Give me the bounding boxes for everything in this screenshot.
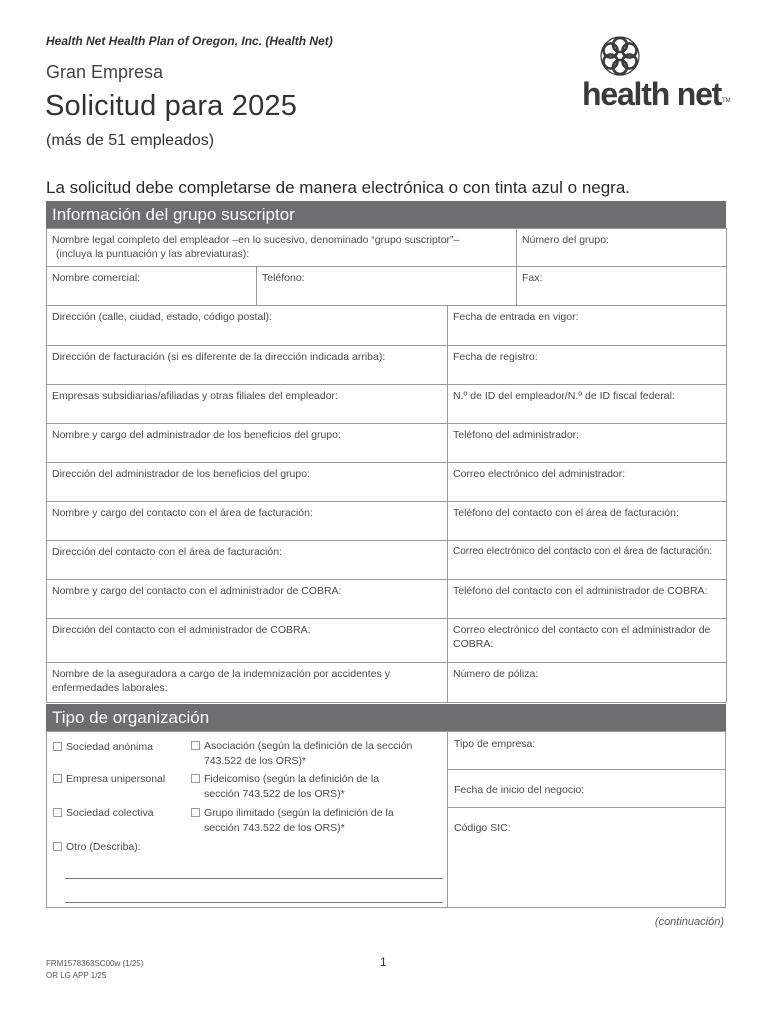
admin-phone-label: Teléfono del administrador:	[453, 429, 580, 441]
company-line: Health Net Health Plan of Oregon, Inc. (Health Net)	[46, 34, 333, 48]
billing-contact-email-label: Correo electrónico del contacto con el área de facturación:	[453, 546, 713, 557]
effective-date-label: Fecha de entrada en vigor:	[453, 311, 579, 323]
billing-contact-address-label: Dirección del contacto con el área de facturación:	[52, 546, 282, 558]
legal-name-field[interactable]	[47, 229, 517, 267]
section-header-subscriber: Información del grupo suscriptor	[46, 201, 726, 228]
phone-label: Teléfono:	[262, 272, 305, 284]
checkbox-icon[interactable]	[191, 741, 200, 750]
option-label: Otro (Describa):	[66, 841, 141, 853]
admin-email-label: Correo electrónico del administrador:	[453, 468, 626, 480]
billing-address-label: Dirección de facturación (si es diferente de la dirección indicada arriba):	[52, 351, 386, 363]
phone-field[interactable]	[257, 267, 517, 306]
admin-email-field[interactable]	[448, 463, 727, 502]
workers-comp-carrier-field[interactable]	[47, 663, 448, 703]
checkbox-icon[interactable]	[53, 808, 62, 817]
registration-date-field[interactable]	[448, 346, 727, 385]
cobra-contact-address-field[interactable]	[47, 619, 448, 663]
cobra-contact-phone-label: Teléfono del contacto con el administrador de COBRA:	[453, 585, 708, 597]
billing-contact-email-field[interactable]	[448, 541, 727, 580]
subscriber-rows	[46, 305, 727, 703]
business-type-label: Tipo de empresa:	[454, 738, 536, 750]
segment-label: Gran Empresa	[46, 62, 164, 82]
checkbox-icon[interactable]	[53, 842, 62, 851]
admin-address-field[interactable]	[47, 463, 448, 502]
billing-contact-name-label: Nombre y cargo del contacto con el área de facturación:	[52, 507, 313, 519]
effective-date-field[interactable]	[448, 306, 727, 346]
form-code	[46, 958, 143, 982]
admin-phone-field[interactable]	[448, 424, 727, 463]
organization-details	[447, 732, 725, 907]
option-unlimited-group[interactable]	[191, 806, 413, 836]
billing-contact-phone-field[interactable]	[448, 502, 727, 541]
option-partnership[interactable]	[53, 806, 154, 821]
section-header-organization: Tipo de organización	[46, 704, 726, 731]
cobra-contact-email-field[interactable]	[448, 619, 727, 663]
cobra-contact-phone-field[interactable]	[448, 580, 727, 619]
option-label: Asociación (según la definición de la sección 743.522 de los ORS)*	[204, 740, 413, 767]
group-number-field[interactable]	[517, 229, 727, 267]
option-trust[interactable]	[191, 772, 413, 802]
option-association[interactable]	[191, 739, 413, 769]
organization-type-box	[46, 731, 726, 908]
form-code-line-2: OR LG APP 1/25	[46, 971, 107, 980]
option-label: Fideicomiso (según la definición de la sección 743.522 de los ORS)*	[204, 773, 380, 800]
affiliates-field[interactable]	[47, 385, 448, 424]
business-type-field[interactable]	[448, 732, 725, 770]
address-label: Dirección (calle, ciudad, estado, código postal):	[52, 311, 273, 323]
policy-number-field[interactable]	[448, 663, 727, 703]
option-other[interactable]	[53, 840, 141, 855]
form-code-line-1: FRM1578363SC00w (1/25)	[46, 959, 144, 968]
checkbox-icon[interactable]	[53, 774, 62, 783]
cobra-contact-name-field[interactable]	[47, 580, 448, 619]
page-title: Solicitud para 2025	[45, 90, 298, 122]
affiliates-label: Empresas subsidiarias/afiliadas y otras filiales del empleador:	[52, 390, 338, 402]
legal-name-label-2: (incluya la puntuación y las abreviaturas):	[56, 248, 250, 260]
option-label: Empresa unipersonal	[66, 773, 166, 785]
policy-number-label: Número de póliza:	[453, 668, 539, 680]
group-number-label: Número del grupo:	[522, 234, 609, 246]
billing-contact-name-field[interactable]	[47, 502, 448, 541]
health-net-logo	[578, 34, 738, 114]
legal-name-label-1: Nombre legal completo del empleador –en lo sucesivo, denominado “grupo suscriptor”–	[52, 234, 460, 246]
employer-id-label: N.º de ID del empleador/N.º de ID fiscal federal:	[453, 390, 675, 402]
option-sole-proprietorship[interactable]	[53, 772, 165, 787]
option-label: Sociedad anónima	[66, 741, 153, 753]
cobra-contact-email-label: Correo electrónico del contacto con el administrador de COBRA:	[453, 624, 711, 650]
logo-trademark: TM	[722, 98, 731, 104]
employer-id-field[interactable]	[448, 385, 727, 424]
page-number: 1	[380, 955, 387, 969]
checkbox-icon[interactable]	[191, 774, 200, 783]
address-field[interactable]	[47, 306, 448, 346]
cobra-contact-name-label: Nombre y cargo del contacto con el administrador de COBRA:	[52, 585, 342, 597]
admin-address-label: Dirección del administrador de los beneficios del grupo:	[52, 468, 310, 480]
admin-name-field[interactable]	[47, 424, 448, 463]
sic-code-field[interactable]	[448, 808, 725, 846]
size-note: (más de 51 empleados)	[46, 132, 215, 149]
subscriber-row-1	[46, 228, 727, 267]
dba-label: Nombre comercial:	[52, 272, 141, 284]
billing-contact-address-field[interactable]	[47, 541, 448, 580]
workers-comp-carrier-label: Nombre de la aseguradora a cargo de la indemnización por accidentes y enfermedades laborales:	[52, 668, 390, 694]
flower-logo-icon	[590, 34, 650, 78]
other-description-line-2[interactable]	[65, 902, 443, 903]
billing-contact-phone-label: Teléfono del contacto con el área de facturación:	[453, 507, 679, 519]
business-start-date-label: Fecha de inicio del negocio:	[454, 784, 585, 796]
sic-code-label: Código SIC:	[454, 822, 511, 834]
option-label: Sociedad colectiva	[66, 807, 154, 819]
option-label: Grupo ilimitado (según la definición de la sección 743.522 de los ORS)*	[204, 807, 394, 834]
cobra-contact-address-label: Dirección del contacto con el administrador de COBRA:	[52, 624, 311, 636]
instruction-text: La solicitud debe completarse de manera electrónica o con tinta azul o negra.	[46, 178, 631, 197]
admin-name-label: Nombre y cargo del administrador de los beneficios del grupo:	[52, 429, 341, 441]
continued-note: (continuación)	[654, 916, 724, 928]
logo-wordmark: health net	[582, 76, 722, 112]
fax-label: Fax:	[522, 272, 543, 284]
dba-field[interactable]	[47, 267, 257, 306]
checkbox-icon[interactable]	[53, 742, 62, 751]
fax-field[interactable]	[517, 267, 727, 306]
subscriber-row-2	[46, 266, 727, 306]
checkbox-icon[interactable]	[191, 808, 200, 817]
other-description-line-1[interactable]	[65, 878, 443, 879]
registration-date-label: Fecha de registro:	[453, 351, 538, 363]
option-corporation[interactable]	[53, 740, 153, 755]
billing-address-field[interactable]	[47, 346, 448, 385]
business-start-date-field[interactable]	[448, 770, 725, 808]
